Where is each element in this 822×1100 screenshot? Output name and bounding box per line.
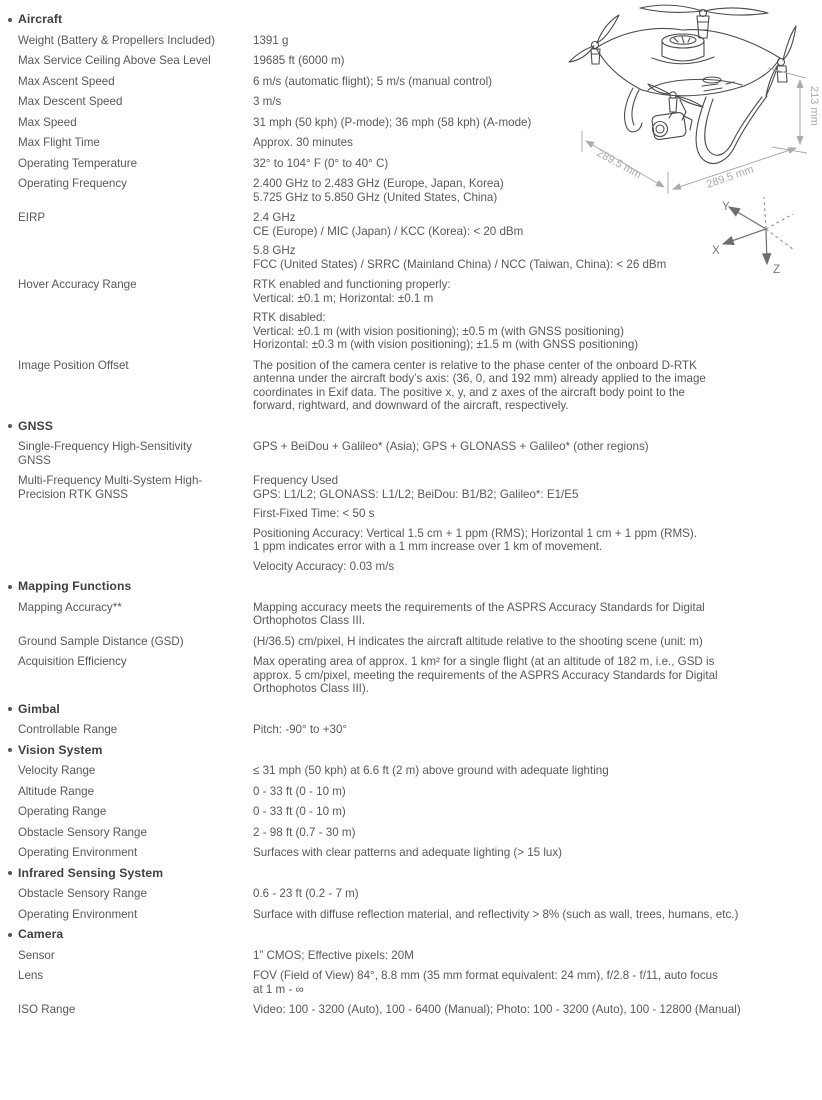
value-line: GPS: L1/L2; GLONASS: L1/L2; BeiDou: B1/B2; Galileo*: E1/E5 xyxy=(253,487,579,501)
spec-row xyxy=(18,764,814,778)
spec-row xyxy=(18,846,814,860)
axis-label-z: Z xyxy=(773,264,781,276)
value-line: First-Fixed Time: < 50 s xyxy=(253,507,375,520)
value-line: Surface with diffuse reflection material, and reflectivity > 8% (such as wall, trees, humans, etc.) xyxy=(253,907,739,921)
value-line: Horizontal: ±0.3 m (with vision positioning); ±1.5 m (with GNSS positioning) xyxy=(253,338,639,351)
axis-figure xyxy=(698,192,802,280)
value-line: at 1 m - ∞ xyxy=(253,982,304,996)
spec-label-line: Operating Temperature xyxy=(18,156,138,170)
spec-row xyxy=(18,908,814,922)
value-line: 5.725 GHz to 5.850 GHz (United States, China) xyxy=(253,190,498,204)
spec-row xyxy=(18,278,814,352)
spec-value xyxy=(253,887,814,901)
value-group xyxy=(253,474,814,501)
value-line: Surfaces with clear patterns and adequate lighting (> 15 lux) xyxy=(253,846,563,859)
spec-label-line: Obstacle Sensory Range xyxy=(18,887,147,900)
section-bullet-icon xyxy=(8,933,12,937)
spec-label-line: Obstacle Sensory Range xyxy=(18,825,147,839)
value-line: 1 ppm indicates error with a 1 mm increase over 1 km of movement. xyxy=(253,540,603,553)
spec-value xyxy=(253,635,814,649)
spec-label-line: Max Flight Time xyxy=(18,136,100,149)
spec-label xyxy=(18,54,253,68)
axis-label-x: X xyxy=(712,245,720,257)
value-line: Vertical: ±0.1 m; Horizontal: ±0.1 m xyxy=(253,291,434,305)
value-group xyxy=(253,440,814,454)
axis-arrows xyxy=(723,207,767,264)
spec-row xyxy=(18,1003,814,1017)
spec-label-line: Operating Environment xyxy=(18,907,138,921)
spec-label xyxy=(18,635,253,649)
value-line: antenna under the aircraft body’s axis: (36, 0, and 192 mm) already applied to the image xyxy=(253,372,706,385)
value-line: CE (Europe) / MIC (Japan) / KCC (Korea): < 20 dBm xyxy=(253,224,524,238)
value-line: (H/36.5) cm/pixel, H indicates the aircraft altitude relative to the shooting scene (unit: m) xyxy=(253,634,703,648)
section-header xyxy=(8,703,814,717)
spec-label xyxy=(18,764,253,778)
spec-value xyxy=(253,278,814,352)
spec-label xyxy=(18,655,253,696)
value-line: FOV (Field of View) 84°, 8.8 mm (35 mm format equivalent: 24 mm), f/2.8 - f/11, auto focus xyxy=(253,969,718,982)
dimension-label-left: 289.5 mm xyxy=(594,147,644,182)
section-header xyxy=(8,420,814,434)
spec-label-line: Sensor xyxy=(18,948,55,962)
spec-value xyxy=(253,826,814,840)
section-rows xyxy=(18,949,814,1017)
value-line: ≤ 31 mph (50 kph) at 6.6 ft (2 m) above ground with adequate lighting xyxy=(253,764,609,777)
spec-label-line: Single-Frequency High-Sensitivity xyxy=(18,440,192,453)
value-line: 6 m/s (automatic flight); 5 m/s (manual control) xyxy=(253,74,493,88)
spec-label-line: GNSS xyxy=(18,453,51,467)
section-header xyxy=(8,928,814,942)
spec-row xyxy=(18,211,814,271)
spec-row xyxy=(18,474,814,573)
value-line: Vertical: ±0.1 m (with vision positioning); ±0.5 m (with GNSS positioning) xyxy=(253,324,624,338)
value-group xyxy=(253,1003,814,1017)
value-line: 0 - 33 ft (0 - 10 m) xyxy=(253,805,346,818)
spec-section xyxy=(18,928,814,1017)
drone-line-art xyxy=(556,0,822,202)
spec-row xyxy=(18,969,814,996)
spec-section xyxy=(18,580,814,696)
section-rows xyxy=(18,440,814,573)
section-bullet-icon xyxy=(8,585,12,589)
spec-label-line: Max Speed xyxy=(18,115,77,129)
dimension-label-height: 213 mm xyxy=(808,86,820,126)
spec-label-line: ISO Range xyxy=(18,1003,76,1016)
dimension-lines xyxy=(582,68,807,194)
value-group xyxy=(253,311,814,352)
value-line: 19685 ft (6000 m) xyxy=(253,54,345,67)
spec-label-line: Mapping Accuracy** xyxy=(18,600,122,614)
spec-label-line: Acquisition Efficiency xyxy=(18,655,127,668)
value-group xyxy=(253,560,814,574)
value-line: coordinates in Exif data. The positive x, y, and z axes of the aircraft body point to the xyxy=(253,385,686,399)
value-line: Mapping accuracy meets the requirements of the ASPRS Accuracy Standards for Digital xyxy=(253,600,705,614)
section-rows xyxy=(18,764,814,860)
spec-label xyxy=(18,805,253,819)
spec-label xyxy=(18,34,253,48)
spec-label xyxy=(18,949,253,963)
spec-label xyxy=(18,211,253,271)
spec-section xyxy=(18,420,814,574)
spec-label-line: Altitude Range xyxy=(18,784,95,798)
section-bullet-icon xyxy=(8,748,12,752)
value-group xyxy=(253,635,814,649)
value-line: Velocity Accuracy: 0.03 m/s xyxy=(253,559,395,573)
section-title: Mapping Functions xyxy=(18,579,132,593)
spec-value xyxy=(253,601,814,628)
spec-value xyxy=(253,969,814,996)
spec-label xyxy=(18,1003,253,1017)
spec-label xyxy=(18,601,253,628)
spec-value xyxy=(253,805,814,819)
spec-value xyxy=(253,785,814,799)
section-title: Infrared Sensing System xyxy=(18,865,164,880)
axis-labels xyxy=(712,201,780,276)
spec-label-line: Multi-Frequency Multi-System High- xyxy=(18,474,203,487)
section-title: Aircraft xyxy=(18,12,63,26)
spec-label-line: Max Service Ceiling Above Sea Level xyxy=(18,54,211,67)
spec-label-line: Operating Range xyxy=(18,805,107,818)
spec-label-line: Max Descent Speed xyxy=(18,95,123,108)
section-bullet-icon xyxy=(8,424,12,428)
spec-value xyxy=(253,723,814,737)
spec-label-line: EIRP xyxy=(18,211,46,224)
value-line: 2.4 GHz xyxy=(253,211,296,224)
spec-row xyxy=(18,826,814,840)
section-bullet-icon xyxy=(8,18,12,22)
value-line: Video: 100 - 3200 (Auto), 100 - 6400 (Manual); Photo: 100 - 3200 (Auto), 100 - 12800 (Manual) xyxy=(253,1003,741,1016)
spec-label xyxy=(18,826,253,840)
spec-label xyxy=(18,723,253,737)
spec-label-line: Weight (Battery & Propellers Included) xyxy=(18,33,215,47)
value-line: RTK enabled and functioning properly: xyxy=(253,278,451,291)
value-line: The position of the camera center is relative to the phase center of the onboard D-RTK xyxy=(253,358,697,372)
value-line: 32° to 104° F (0° to 40° C) xyxy=(253,156,389,170)
spec-label xyxy=(18,278,253,352)
spec-label xyxy=(18,440,253,467)
spec-label-line: Precision RTK GNSS xyxy=(18,487,128,501)
spec-label-line: Ground Sample Distance (GSD) xyxy=(18,634,184,648)
value-line: Positioning Accuracy: Vertical 1.5 cm + 1 ppm (RMS); Horizontal 1 cm + 1 ppm (RMS). xyxy=(253,526,697,540)
section-title: Gimbal xyxy=(18,701,60,716)
spec-value xyxy=(253,1003,814,1017)
value-line: FCC (United States) / SRRC (Mainland China) / NCC (Taiwan, China): < 26 dBm xyxy=(253,257,667,271)
spec-label-line: Velocity Range xyxy=(18,764,96,777)
value-group xyxy=(253,846,814,860)
drone-figure xyxy=(556,0,822,202)
section-title: Vision System xyxy=(18,742,103,757)
spec-value xyxy=(253,908,814,922)
axis-diagram xyxy=(698,192,802,280)
spec-value xyxy=(253,949,814,963)
spec-row xyxy=(18,723,814,737)
value-group xyxy=(253,826,814,840)
section-title: Camera xyxy=(18,927,64,941)
value-line: 1391 g xyxy=(253,33,289,47)
spec-label xyxy=(18,908,253,922)
value-line: Orthophotos Class III). xyxy=(253,682,369,695)
value-line: 2.400 GHz to 2.483 GHz (Europe, Japan, Korea) xyxy=(253,177,504,190)
value-line: Approx. 30 minutes xyxy=(253,136,353,149)
value-line: 0.6 - 23 ft (0.2 - 7 m) xyxy=(253,887,359,900)
value-group xyxy=(253,805,814,819)
value-group xyxy=(253,764,814,778)
section-rows xyxy=(18,723,814,737)
spec-value xyxy=(253,846,814,860)
axis-label-y: Y xyxy=(722,201,730,213)
spec-label-line: Max Ascent Speed xyxy=(18,74,115,88)
section-header xyxy=(8,580,814,594)
spec-label-line: Operating Frequency xyxy=(18,177,127,190)
spec-label-line: Hover Accuracy Range xyxy=(18,278,137,291)
value-line: 3 m/s xyxy=(253,95,282,108)
spec-row xyxy=(18,887,814,901)
axis-dashed-lines xyxy=(764,197,794,250)
value-group xyxy=(253,969,814,996)
value-group xyxy=(253,359,814,413)
value-group xyxy=(253,887,814,901)
spec-label xyxy=(18,177,253,204)
spec-value xyxy=(253,440,814,467)
value-line: Max operating area of approx. 1 km² for a single flight (at an altitude of 182 m, i.e., GSD is xyxy=(253,655,715,668)
spec-value xyxy=(253,764,814,778)
value-group xyxy=(253,655,814,696)
value-group xyxy=(253,723,814,737)
spec-row xyxy=(18,359,814,413)
section-rows xyxy=(18,887,814,921)
dimension-label-right: 289.5 mm xyxy=(705,163,756,191)
value-line: GPS + BeiDou + Galileo* (Asia); GPS + GLONASS + Galileo* (other regions) xyxy=(253,440,649,453)
spec-label xyxy=(18,136,253,150)
value-line: 2 - 98 ft (0.7 - 30 m) xyxy=(253,825,356,839)
spec-label xyxy=(18,785,253,799)
spec-value xyxy=(253,474,814,573)
spec-row xyxy=(18,601,814,628)
section-header xyxy=(8,744,814,758)
spec-section xyxy=(18,744,814,860)
spec-label xyxy=(18,116,253,130)
spec-label-line: Operating Environment xyxy=(18,846,138,859)
value-line: Frequency Used xyxy=(253,474,339,487)
value-group xyxy=(253,785,814,799)
value-group xyxy=(253,601,814,628)
spec-label xyxy=(18,474,253,573)
value-line: forward, rightward, and downward of the aircraft, respectively. xyxy=(253,399,569,412)
section-title: GNSS xyxy=(18,418,53,433)
value-line: Orthophotos Class III. xyxy=(253,614,366,627)
spec-label xyxy=(18,157,253,171)
spec-label-line: Image Position Offset xyxy=(18,358,129,372)
spec-label xyxy=(18,846,253,860)
spec-label xyxy=(18,887,253,901)
drone-body-group xyxy=(569,5,796,163)
value-line: 0 - 33 ft (0 - 10 m) xyxy=(253,784,346,798)
section-bullet-icon xyxy=(8,707,12,711)
value-line: approx. 5 cm/pixel, meeting the requirements of the ASPRS Accuracy Standards for Digital xyxy=(253,668,718,682)
spec-row xyxy=(18,655,814,696)
value-line: 5.8 GHz xyxy=(253,244,296,257)
section-header xyxy=(8,867,814,881)
section-bullet-icon xyxy=(8,871,12,875)
spec-row xyxy=(18,635,814,649)
spec-label-line: Lens xyxy=(18,969,44,982)
spec-label xyxy=(18,75,253,89)
value-line: Pitch: -90° to +30° xyxy=(253,723,348,736)
value-group xyxy=(253,949,814,963)
spec-row xyxy=(18,785,814,799)
spec-value xyxy=(253,359,814,413)
value-group xyxy=(253,527,814,554)
spec-row xyxy=(18,440,814,467)
spec-label-line: Controllable Range xyxy=(18,723,118,736)
spec-label xyxy=(18,359,253,413)
value-line: 31 mph (50 kph) (P-mode); 36 mph (58 kph) (A-mode) xyxy=(253,115,532,129)
dimension-labels xyxy=(595,86,820,191)
value-line: 1” CMOS; Effective pixels: 20M xyxy=(253,948,414,962)
spec-section xyxy=(18,703,814,737)
spec-row xyxy=(18,805,814,819)
value-line: RTK disabled: xyxy=(253,311,326,324)
section-rows xyxy=(18,601,814,696)
spec-value xyxy=(253,655,814,696)
spec-label xyxy=(18,969,253,996)
value-group xyxy=(253,507,814,521)
spec-row xyxy=(18,949,814,963)
value-group xyxy=(253,278,814,305)
spec-section xyxy=(18,867,814,922)
spec-label xyxy=(18,95,253,109)
value-group xyxy=(253,908,814,922)
